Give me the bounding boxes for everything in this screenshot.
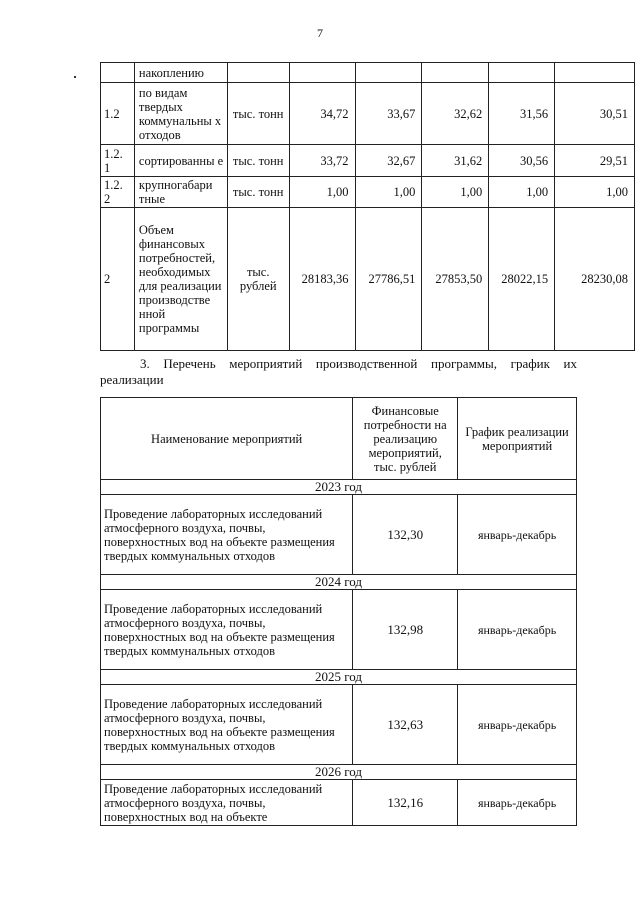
table-row: [101, 495, 577, 575]
activity-name: Проведение лабораторных исследований атмосферного воздуха, почвы, поверхностных вод на объекте: [101, 780, 353, 826]
unit: тыс. рублей: [227, 208, 289, 351]
table-row: [101, 685, 577, 765]
value-cell: 32,62: [422, 83, 489, 145]
activity-schedule: январь-декабрь: [458, 590, 577, 670]
activity-cost: 132,16: [353, 780, 458, 826]
table-row: [101, 780, 577, 826]
year-row: [101, 670, 577, 685]
column-header-name: Наименование мероприятий: [101, 398, 353, 480]
indicators-table: [100, 62, 635, 351]
table-row: [101, 590, 577, 670]
year-row: [101, 765, 577, 780]
table-row: [101, 208, 635, 351]
column-header-schedule: График реализации мероприятий: [458, 398, 577, 480]
value-cell: 30,51: [555, 83, 635, 145]
activity-cost: 132,63: [353, 685, 458, 765]
unit: [227, 63, 289, 83]
year-label: 2023 год: [101, 480, 577, 495]
value-cell: [489, 63, 555, 83]
value-cell: 33,67: [355, 83, 422, 145]
value-cell: [355, 63, 422, 83]
row-number: 1.2. 1: [101, 145, 135, 177]
activity-name: Проведение лабораторных исследований атмосферного воздуха, почвы, поверхностных вод на объекте размещения твердых коммунальных отходов: [101, 590, 353, 670]
value-cell: 31,62: [422, 145, 489, 177]
table-header-row: [101, 398, 577, 480]
activity-cost: 132,30: [353, 495, 458, 575]
indicator-name: по видам твердых коммунальны х отходов: [134, 83, 227, 145]
value-cell: 30,56: [489, 145, 555, 177]
value-cell: 1,00: [289, 177, 355, 208]
activity-name: Проведение лабораторных исследований атмосферного воздуха, почвы, поверхностных вод на объекте размещения твердых коммунальных отходов: [101, 685, 353, 765]
indicator-name: Объем финансовых потребностей, необходимых для реализации производстве нной программы: [134, 208, 227, 351]
activities-table: [100, 397, 577, 826]
unit: тыс. тонн: [227, 83, 289, 145]
value-cell: [289, 63, 355, 83]
row-number: 2: [101, 208, 135, 351]
activity-schedule: январь-декабрь: [458, 780, 577, 826]
section-heading: [100, 356, 577, 388]
year-row: [101, 480, 577, 495]
value-cell: [422, 63, 489, 83]
unit: тыс. тонн: [227, 177, 289, 208]
value-cell: 28183,36: [289, 208, 355, 351]
row-number: 1.2: [101, 83, 135, 145]
year-label: 2025 год: [101, 670, 577, 685]
row-number: [101, 63, 135, 83]
activity-schedule: январь-декабрь: [458, 685, 577, 765]
indicator-name: сортированны е: [134, 145, 227, 177]
column-header-cost: Финансовые потребности на реализацию мероприятий, тыс. рублей: [353, 398, 458, 480]
scan-speck: [74, 76, 76, 78]
value-cell: 27853,50: [422, 208, 489, 351]
value-cell: 28022,15: [489, 208, 555, 351]
value-cell: 28230,08: [555, 208, 635, 351]
indicator-name: крупногабари тные: [134, 177, 227, 208]
value-cell: 29,51: [555, 145, 635, 177]
value-cell: [555, 63, 635, 83]
table-row: [101, 145, 635, 177]
value-cell: 27786,51: [355, 208, 422, 351]
year-row: [101, 575, 577, 590]
row-number: 1.2. 2: [101, 177, 135, 208]
indicator-name: накоплению: [134, 63, 227, 83]
value-cell: 1,00: [355, 177, 422, 208]
unit: тыс. тонн: [227, 145, 289, 177]
value-cell: 31,56: [489, 83, 555, 145]
activity-schedule: январь-декабрь: [458, 495, 577, 575]
table-row: [101, 177, 635, 208]
table-row: [101, 83, 635, 145]
value-cell: 33,72: [289, 145, 355, 177]
value-cell: 1,00: [489, 177, 555, 208]
value-cell: 32,67: [355, 145, 422, 177]
activity-name: Проведение лабораторных исследований атмосферного воздуха, почвы, поверхностных вод на объекте размещения твердых коммунальных отходов: [101, 495, 353, 575]
value-cell: 1,00: [422, 177, 489, 208]
table-row: [101, 63, 635, 83]
value-cell: 1,00: [555, 177, 635, 208]
page-number: 7: [317, 26, 323, 40]
year-label: 2024 год: [101, 575, 577, 590]
activity-cost: 132,98: [353, 590, 458, 670]
section-heading-text: 3. Перечень мероприятий производственной программы, график их реализации: [100, 356, 577, 387]
value-cell: 34,72: [289, 83, 355, 145]
year-label: 2026 год: [101, 765, 577, 780]
